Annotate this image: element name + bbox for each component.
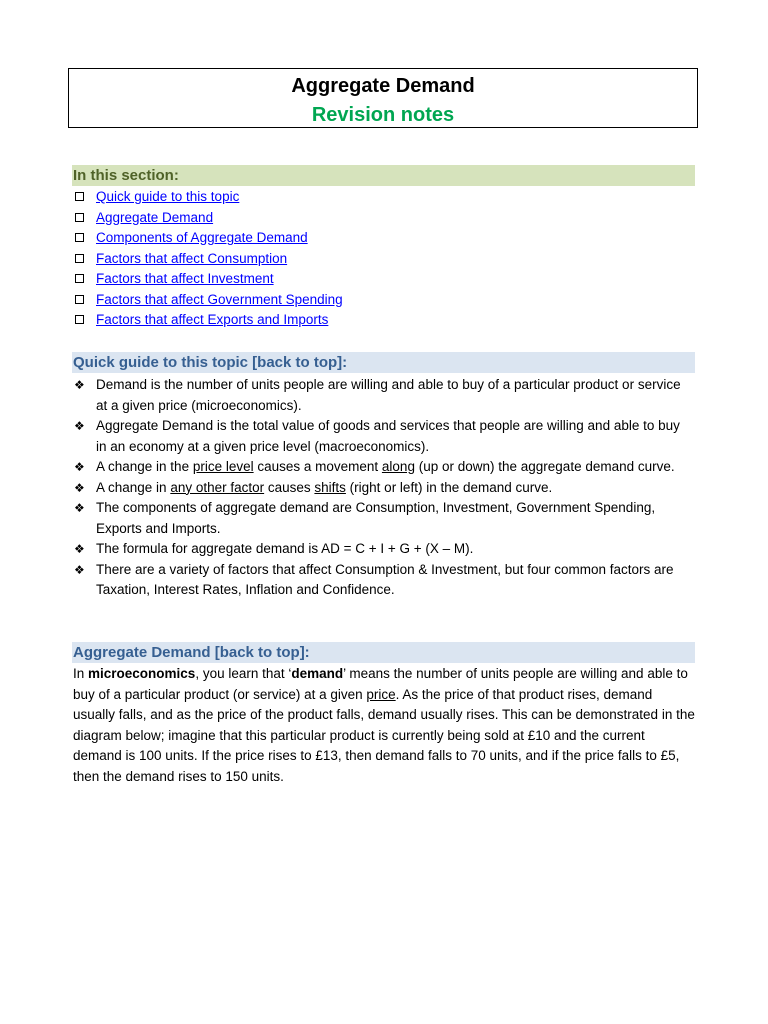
underlined-term: shifts [314,479,346,495]
page-subtitle: Revision notes [311,104,455,126]
checkbox-icon [75,274,84,283]
underlined-term: along [381,459,415,474]
toc-item [74,310,343,331]
list-item [74,498,694,539]
para-text: . As the price of that product rises, demand usually falls, and as the price of the product falls, demand usually rises. This can be demonstrated in the diagram below; imagine that this particular product is currently being sold at £10 and the current demand is 100 units. If the price rises to £13, then demand falls to 70 units, and if the price falls to £5, then the demand rises to 150 units. [73,686,695,784]
checkbox-icon [75,315,84,324]
quick-guide-list [74,375,694,601]
toc-item [74,208,343,229]
toc-list [74,187,343,331]
para-text: In [73,666,89,681]
toc-link-government-spending[interactable]: Factors that affect Government Spending [96,291,343,307]
bullet-text-post: (up or down) the aggregate demand curve. [414,459,675,474]
page-title: Aggregate Demand [291,75,475,97]
toc-item [74,290,343,311]
bullet-text: The formula for aggregate demand is AD = C + I + G + (X – M). [96,541,474,556]
underlined-term-price: price [366,686,396,702]
bullet-text-mid: causes a movement [253,459,382,474]
list-item [74,375,694,416]
bullet-text: The components of aggregate demand are Consumption, Investment, Government Spending, Exports and Imports. [96,500,656,536]
title-box [68,68,698,128]
checkbox-icon [75,192,84,201]
bullet-text: Aggregate Demand is the total value of goods and services that people are willing and able to buy in an economy at a given price level (macroeconomics). [96,418,680,454]
diamond-bullet-icon: ❖ [74,460,85,474]
checkbox-icon [75,295,84,304]
bold-term-microeconomics: microeconomics [88,666,196,681]
quick-guide-heading[interactable]: Quick guide to this topic [back to top]: [72,352,695,373]
bullet-text: Demand is the number of units people are willing and able to buy of a particular product or service at a given price (microeconomics). [96,377,681,413]
para-text: ’ means the number of units people are willing and able to buy of a particular product (or service) at a given [73,666,688,702]
toc-heading: In this section: [72,165,695,186]
diamond-bullet-icon: ❖ [74,480,85,495]
toc-item [74,187,343,208]
diamond-bullet-icon: ❖ [74,542,85,556]
toc-link-exports-imports[interactable]: Factors that affect Exports and Imports [96,312,329,327]
bullet-text-mid: causes [264,479,315,495]
toc-link-quick-guide[interactable]: Quick guide to this topic [96,189,240,204]
list-item [74,539,694,560]
checkbox-icon [75,233,84,242]
toc-item [74,249,343,270]
toc-link-consumption[interactable]: Factors that affect Consumption [96,250,288,266]
list-item [74,416,694,457]
toc-link-investment[interactable]: Factors that affect Investment [96,271,274,286]
checkbox-icon [75,213,84,222]
bold-term-demand: demand [291,666,344,681]
list-item [74,457,694,478]
toc-link-aggregate-demand[interactable]: Aggregate Demand [96,209,214,225]
toc-item [74,228,343,249]
para-text: , you learn that ‘ [195,666,292,681]
diamond-bullet-icon: ❖ [74,419,85,433]
diamond-bullet-icon: ❖ [74,501,85,515]
diamond-bullet-icon: ❖ [74,378,85,392]
aggregate-demand-paragraph [73,664,695,788]
toc-item [74,269,343,290]
aggregate-demand-heading[interactable]: Aggregate Demand [back to top]: [72,642,695,663]
checkbox-icon [75,254,84,263]
bullet-text: There are a variety of factors that affect Consumption & Investment, but four common factors are Taxation, Interest Rates, Inflation and Confidence. [96,561,674,597]
bullet-text-post: (right or left) in the demand curve. [345,479,553,495]
bullet-text-pre: A change in the [96,459,193,474]
diamond-bullet-icon: ❖ [74,562,85,577]
list-item [74,478,694,499]
underlined-term: any other factor [170,479,265,495]
underlined-term: price level [192,459,254,474]
list-item [74,560,694,601]
bullet-text-pre: A change in [96,479,171,495]
toc-link-components[interactable]: Components of Aggregate Demand [96,230,308,245]
